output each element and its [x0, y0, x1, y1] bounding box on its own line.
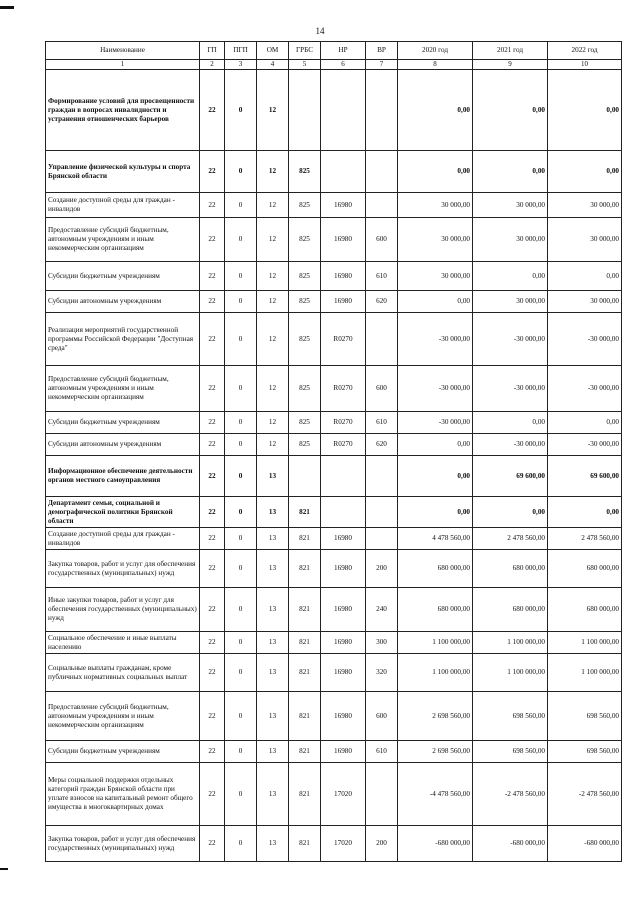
table-cell: 680 000,00 — [548, 550, 622, 588]
row-name-cell: Субсидии бюджетным учреждениям — [46, 741, 200, 763]
table-cell: 13 — [257, 588, 289, 632]
table-cell: R0270 — [321, 434, 366, 456]
table-cell: 22 — [200, 366, 225, 412]
table-cell: 22 — [200, 692, 225, 741]
table-cell: 16980 — [321, 692, 366, 741]
row-name-cell: Субсидии бюджетным учреждениям — [46, 262, 200, 291]
column-number: 1 — [46, 60, 200, 70]
table-cell: 30 000,00 — [398, 262, 473, 291]
scan-edge-mark — [0, 868, 8, 870]
column-number: 4 — [257, 60, 289, 70]
table-cell: 12 — [257, 262, 289, 291]
table-cell — [366, 313, 398, 366]
table-cell: 16980 — [321, 632, 366, 654]
table-cell: 821 — [289, 588, 321, 632]
table-cell: 2 698 560,00 — [398, 692, 473, 741]
table-row — [46, 741, 622, 763]
table-cell: R0270 — [321, 412, 366, 434]
table-cell — [366, 193, 398, 218]
table-cell: 320 — [366, 654, 398, 692]
table-cell: 0 — [225, 70, 257, 151]
budget-table — [45, 41, 622, 862]
table-cell: 680 000,00 — [473, 588, 548, 632]
table-cell: 12 — [257, 193, 289, 218]
table-cell: 22 — [200, 741, 225, 763]
table-cell: 0,00 — [548, 497, 622, 528]
column-header: Наименование — [46, 42, 200, 60]
table-cell: -680 000,00 — [398, 826, 473, 862]
table-row — [46, 528, 622, 550]
column-number-row — [46, 60, 622, 70]
column-number: 10 — [548, 60, 622, 70]
table-row — [46, 262, 622, 291]
table-cell: 825 — [289, 193, 321, 218]
table-cell: 12 — [257, 313, 289, 366]
table-cell: 22 — [200, 218, 225, 262]
table-row — [46, 434, 622, 456]
table-cell: 0 — [225, 434, 257, 456]
table-row — [46, 632, 622, 654]
table-cell: 1 100 000,00 — [473, 654, 548, 692]
table-cell: 16980 — [321, 528, 366, 550]
column-header: 2021 год — [473, 42, 548, 60]
column-header: 2022 год — [548, 42, 622, 60]
column-header: ГРБС — [289, 42, 321, 60]
table-cell: 17020 — [321, 763, 366, 826]
table-cell: -30 000,00 — [548, 313, 622, 366]
table-cell: 13 — [257, 763, 289, 826]
table-cell: 2 698 560,00 — [398, 741, 473, 763]
table-cell: 30 000,00 — [398, 218, 473, 262]
table-cell: 0 — [225, 262, 257, 291]
table-cell: 30 000,00 — [473, 291, 548, 313]
table-cell: 22 — [200, 456, 225, 497]
table-cell — [321, 70, 366, 151]
table-cell: 825 — [289, 151, 321, 193]
table-cell: 13 — [257, 456, 289, 497]
table-cell: 821 — [289, 550, 321, 588]
table-row — [46, 218, 622, 262]
table-cell — [289, 456, 321, 497]
table-cell — [321, 151, 366, 193]
table-cell: 0 — [225, 528, 257, 550]
table-cell: 13 — [257, 692, 289, 741]
table-cell: 22 — [200, 151, 225, 193]
table-cell: 0,00 — [473, 497, 548, 528]
table-row — [46, 291, 622, 313]
row-name-cell: Предоставление субсидий бюджетным, автономным учреждениям и иным некоммерческим организациям — [46, 692, 200, 741]
table-cell: 22 — [200, 262, 225, 291]
table-cell: 680 000,00 — [398, 550, 473, 588]
table-cell: 30 000,00 — [398, 193, 473, 218]
table-cell: 2 478 560,00 — [548, 528, 622, 550]
table-cell: 698 560,00 — [548, 692, 622, 741]
table-cell: 0 — [225, 218, 257, 262]
table-cell: 12 — [257, 218, 289, 262]
table-cell: 13 — [257, 654, 289, 692]
table-cell: 22 — [200, 497, 225, 528]
row-name-cell: Социальное обеспечение и иные выплаты населению — [46, 632, 200, 654]
row-name-cell: Создание доступной среды для граждан - инвалидов — [46, 528, 200, 550]
table-cell: 13 — [257, 550, 289, 588]
table-cell: 620 — [366, 434, 398, 456]
table-cell — [321, 456, 366, 497]
table-cell: 0 — [225, 741, 257, 763]
table-cell — [366, 528, 398, 550]
table-cell: 825 — [289, 218, 321, 262]
table-cell: 821 — [289, 763, 321, 826]
table-cell: 12 — [257, 366, 289, 412]
table-cell: -30 000,00 — [398, 412, 473, 434]
table-cell: 821 — [289, 528, 321, 550]
table-cell: -30 000,00 — [473, 313, 548, 366]
table-cell: 821 — [289, 692, 321, 741]
row-name-cell: Управление физической культуры и спорта Брянской области — [46, 151, 200, 193]
table-cell — [366, 497, 398, 528]
table-cell — [321, 497, 366, 528]
row-name-cell: Субсидии бюджетным учреждениям — [46, 412, 200, 434]
table-cell: 300 — [366, 632, 398, 654]
table-cell: 698 560,00 — [473, 692, 548, 741]
row-name-cell: Закупка товаров, работ и услуг для обеспечения государственных (муниципальных) нужд — [46, 826, 200, 862]
table-cell: 0 — [225, 763, 257, 826]
table-cell: 0 — [225, 550, 257, 588]
column-header: ВР — [366, 42, 398, 60]
table-cell: 1 100 000,00 — [548, 632, 622, 654]
table-cell: 240 — [366, 588, 398, 632]
table-cell: 698 560,00 — [548, 741, 622, 763]
table-cell: 600 — [366, 692, 398, 741]
table-row — [46, 193, 622, 218]
table-cell: 1 100 000,00 — [473, 632, 548, 654]
table-cell: 0 — [225, 826, 257, 862]
table-cell: 30 000,00 — [548, 291, 622, 313]
table-cell: 69 600,00 — [473, 456, 548, 497]
column-number: 6 — [321, 60, 366, 70]
table-cell: 825 — [289, 434, 321, 456]
table-cell: 0,00 — [473, 70, 548, 151]
table-cell: 0,00 — [398, 291, 473, 313]
table-cell: 13 — [257, 826, 289, 862]
table-cell: -680 000,00 — [473, 826, 548, 862]
table-cell: 12 — [257, 412, 289, 434]
table-cell: 0 — [225, 497, 257, 528]
table-cell: -2 478 560,00 — [548, 763, 622, 826]
row-name-cell: Реализация мероприятий государственной программы Российской Федерации "Доступная среда" — [46, 313, 200, 366]
column-header: ГП — [200, 42, 225, 60]
table-cell: 0 — [225, 366, 257, 412]
column-header: ОМ — [257, 42, 289, 60]
table-header-row — [46, 42, 622, 60]
table-cell: -680 000,00 — [548, 826, 622, 862]
table-cell: 620 — [366, 291, 398, 313]
table-cell: 12 — [257, 434, 289, 456]
table-cell: 1 100 000,00 — [548, 654, 622, 692]
column-number: 5 — [289, 60, 321, 70]
table-cell: 698 560,00 — [473, 741, 548, 763]
page-number: 14 — [315, 26, 325, 36]
table-cell: 13 — [257, 632, 289, 654]
table-row — [46, 588, 622, 632]
table-cell — [366, 763, 398, 826]
table-row — [46, 763, 622, 826]
table-cell: 0,00 — [398, 456, 473, 497]
table-cell: 825 — [289, 262, 321, 291]
row-name-cell: Субсидии автономным учреждениям — [46, 291, 200, 313]
table-cell: 30 000,00 — [548, 218, 622, 262]
table-cell: 821 — [289, 632, 321, 654]
table-cell: 680 000,00 — [398, 588, 473, 632]
table-cell: 610 — [366, 262, 398, 291]
table-cell: 0,00 — [473, 262, 548, 291]
table-cell: 30 000,00 — [473, 193, 548, 218]
table-cell: 0,00 — [398, 497, 473, 528]
column-number: 7 — [366, 60, 398, 70]
table-cell: 680 000,00 — [548, 588, 622, 632]
table-row — [46, 654, 622, 692]
table-row — [46, 70, 622, 151]
table-cell: 13 — [257, 497, 289, 528]
table-row — [46, 313, 622, 366]
row-name-cell: Предоставление субсидий бюджетным, автономным учреждениям и иным некоммерческим организациям — [46, 366, 200, 412]
table-cell: 16980 — [321, 193, 366, 218]
row-name-cell: Меры социальной поддержки отдельных категорий граждан Брянской области при уплате взносов на капитальный ремонт общего имущества в многоквартирных домах — [46, 763, 200, 826]
table-cell: -30 000,00 — [398, 366, 473, 412]
table-cell: 825 — [289, 313, 321, 366]
row-name-cell: Создание доступной среды для граждан - инвалидов — [46, 193, 200, 218]
table-cell — [366, 151, 398, 193]
table-cell: 0,00 — [548, 70, 622, 151]
table-cell: 22 — [200, 826, 225, 862]
table-cell: 600 — [366, 366, 398, 412]
table-cell: 16980 — [321, 654, 366, 692]
table-cell: 1 100 000,00 — [398, 654, 473, 692]
table-cell: 825 — [289, 412, 321, 434]
table-cell: 0,00 — [398, 151, 473, 193]
table-cell: 69 600,00 — [548, 456, 622, 497]
table-cell: -30 000,00 — [473, 434, 548, 456]
table-cell: 16980 — [321, 588, 366, 632]
table-cell: -30 000,00 — [473, 366, 548, 412]
table-cell: 22 — [200, 70, 225, 151]
table-cell: 0 — [225, 291, 257, 313]
column-number: 9 — [473, 60, 548, 70]
table-row — [46, 366, 622, 412]
table-cell: -30 000,00 — [548, 434, 622, 456]
row-name-cell: Информационное обеспечение деятельности органов местного самоуправления — [46, 456, 200, 497]
row-name-cell: Закупка товаров, работ и услуг для обеспечения государственных (муниципальных) нужд — [46, 550, 200, 588]
table-cell: 22 — [200, 193, 225, 218]
table-cell: 16980 — [321, 218, 366, 262]
table-cell: 16980 — [321, 262, 366, 291]
table-cell: 13 — [257, 741, 289, 763]
table-cell: 821 — [289, 497, 321, 528]
table-cell: -30 000,00 — [548, 366, 622, 412]
table-cell: 821 — [289, 826, 321, 862]
table-cell: 821 — [289, 741, 321, 763]
table-cell: 16980 — [321, 291, 366, 313]
row-name-cell: Департамент семьи, социальной и демографической политики Брянской области — [46, 497, 200, 528]
table-cell: -30 000,00 — [398, 313, 473, 366]
table-cell: 0 — [225, 313, 257, 366]
table-cell: 22 — [200, 588, 225, 632]
table-cell: 22 — [200, 291, 225, 313]
table-cell: 821 — [289, 654, 321, 692]
table-cell: 22 — [200, 632, 225, 654]
table-cell: 0,00 — [473, 412, 548, 434]
table-row — [46, 412, 622, 434]
table-cell: 30 000,00 — [473, 218, 548, 262]
table-cell: 0 — [225, 412, 257, 434]
table-cell: 2 478 560,00 — [473, 528, 548, 550]
table-cell: 0 — [225, 588, 257, 632]
row-name-cell: Иные закупки товаров, работ и услуг для обеспечения государственных (муниципальных) нужд — [46, 588, 200, 632]
table-cell: 0,00 — [548, 412, 622, 434]
table-row — [46, 550, 622, 588]
table-row — [46, 692, 622, 741]
table-cell: 0,00 — [398, 434, 473, 456]
table-cell: 0,00 — [548, 151, 622, 193]
table-cell: R0270 — [321, 313, 366, 366]
table-cell — [366, 456, 398, 497]
table-cell: 0 — [225, 193, 257, 218]
table-cell: 825 — [289, 291, 321, 313]
column-header: НР — [321, 42, 366, 60]
table-row — [46, 826, 622, 862]
table-cell: 22 — [200, 550, 225, 588]
table-cell: 22 — [200, 654, 225, 692]
column-header: ПГП — [225, 42, 257, 60]
column-number: 8 — [398, 60, 473, 70]
table-cell: 22 — [200, 434, 225, 456]
column-number: 3 — [225, 60, 257, 70]
table-cell: 22 — [200, 412, 225, 434]
table-cell: 200 — [366, 550, 398, 588]
table-cell: 16980 — [321, 550, 366, 588]
table-cell: 22 — [200, 313, 225, 366]
table-cell: 0,00 — [548, 262, 622, 291]
row-name-cell: Формирование условий для просвещенности граждан в вопросах инвалидности и устранения отношенческих барьеров — [46, 70, 200, 151]
table-cell: 200 — [366, 826, 398, 862]
table-cell: -4 478 560,00 — [398, 763, 473, 826]
table-cell: 12 — [257, 151, 289, 193]
table-row — [46, 497, 622, 528]
table-cell: 1 100 000,00 — [398, 632, 473, 654]
table-cell: R0270 — [321, 366, 366, 412]
table-cell: 4 478 560,00 — [398, 528, 473, 550]
table-row — [46, 151, 622, 193]
table-cell: 13 — [257, 528, 289, 550]
table-cell: 30 000,00 — [548, 193, 622, 218]
table-cell: 825 — [289, 366, 321, 412]
table-cell: 610 — [366, 412, 398, 434]
table-cell: 17020 — [321, 826, 366, 862]
table-cell: 0 — [225, 151, 257, 193]
scan-edge-mark — [0, 6, 14, 9]
table-cell: 0,00 — [398, 70, 473, 151]
table-cell — [289, 70, 321, 151]
table-cell: 22 — [200, 528, 225, 550]
table-cell: 0 — [225, 692, 257, 741]
table-cell — [366, 70, 398, 151]
row-name-cell: Субсидии автономным учреждениям — [46, 434, 200, 456]
column-number: 2 — [200, 60, 225, 70]
row-name-cell: Предоставление субсидий бюджетным, автономным учреждениям и иным некоммерческим организациям — [46, 218, 200, 262]
table-cell: 610 — [366, 741, 398, 763]
table-cell: 22 — [200, 763, 225, 826]
table-cell: -2 478 560,00 — [473, 763, 548, 826]
table-cell: 0 — [225, 654, 257, 692]
table-cell: 0 — [225, 456, 257, 497]
table-row — [46, 456, 622, 497]
table-cell: 0,00 — [473, 151, 548, 193]
row-name-cell: Социальные выплаты гражданам, кроме публичных нормативных социальных выплат — [46, 654, 200, 692]
table-cell: 680 000,00 — [473, 550, 548, 588]
table-cell: 0 — [225, 632, 257, 654]
table-cell: 12 — [257, 70, 289, 151]
column-header: 2020 год — [398, 42, 473, 60]
table-cell: 16980 — [321, 741, 366, 763]
table-cell: 600 — [366, 218, 398, 262]
table-cell: 12 — [257, 291, 289, 313]
